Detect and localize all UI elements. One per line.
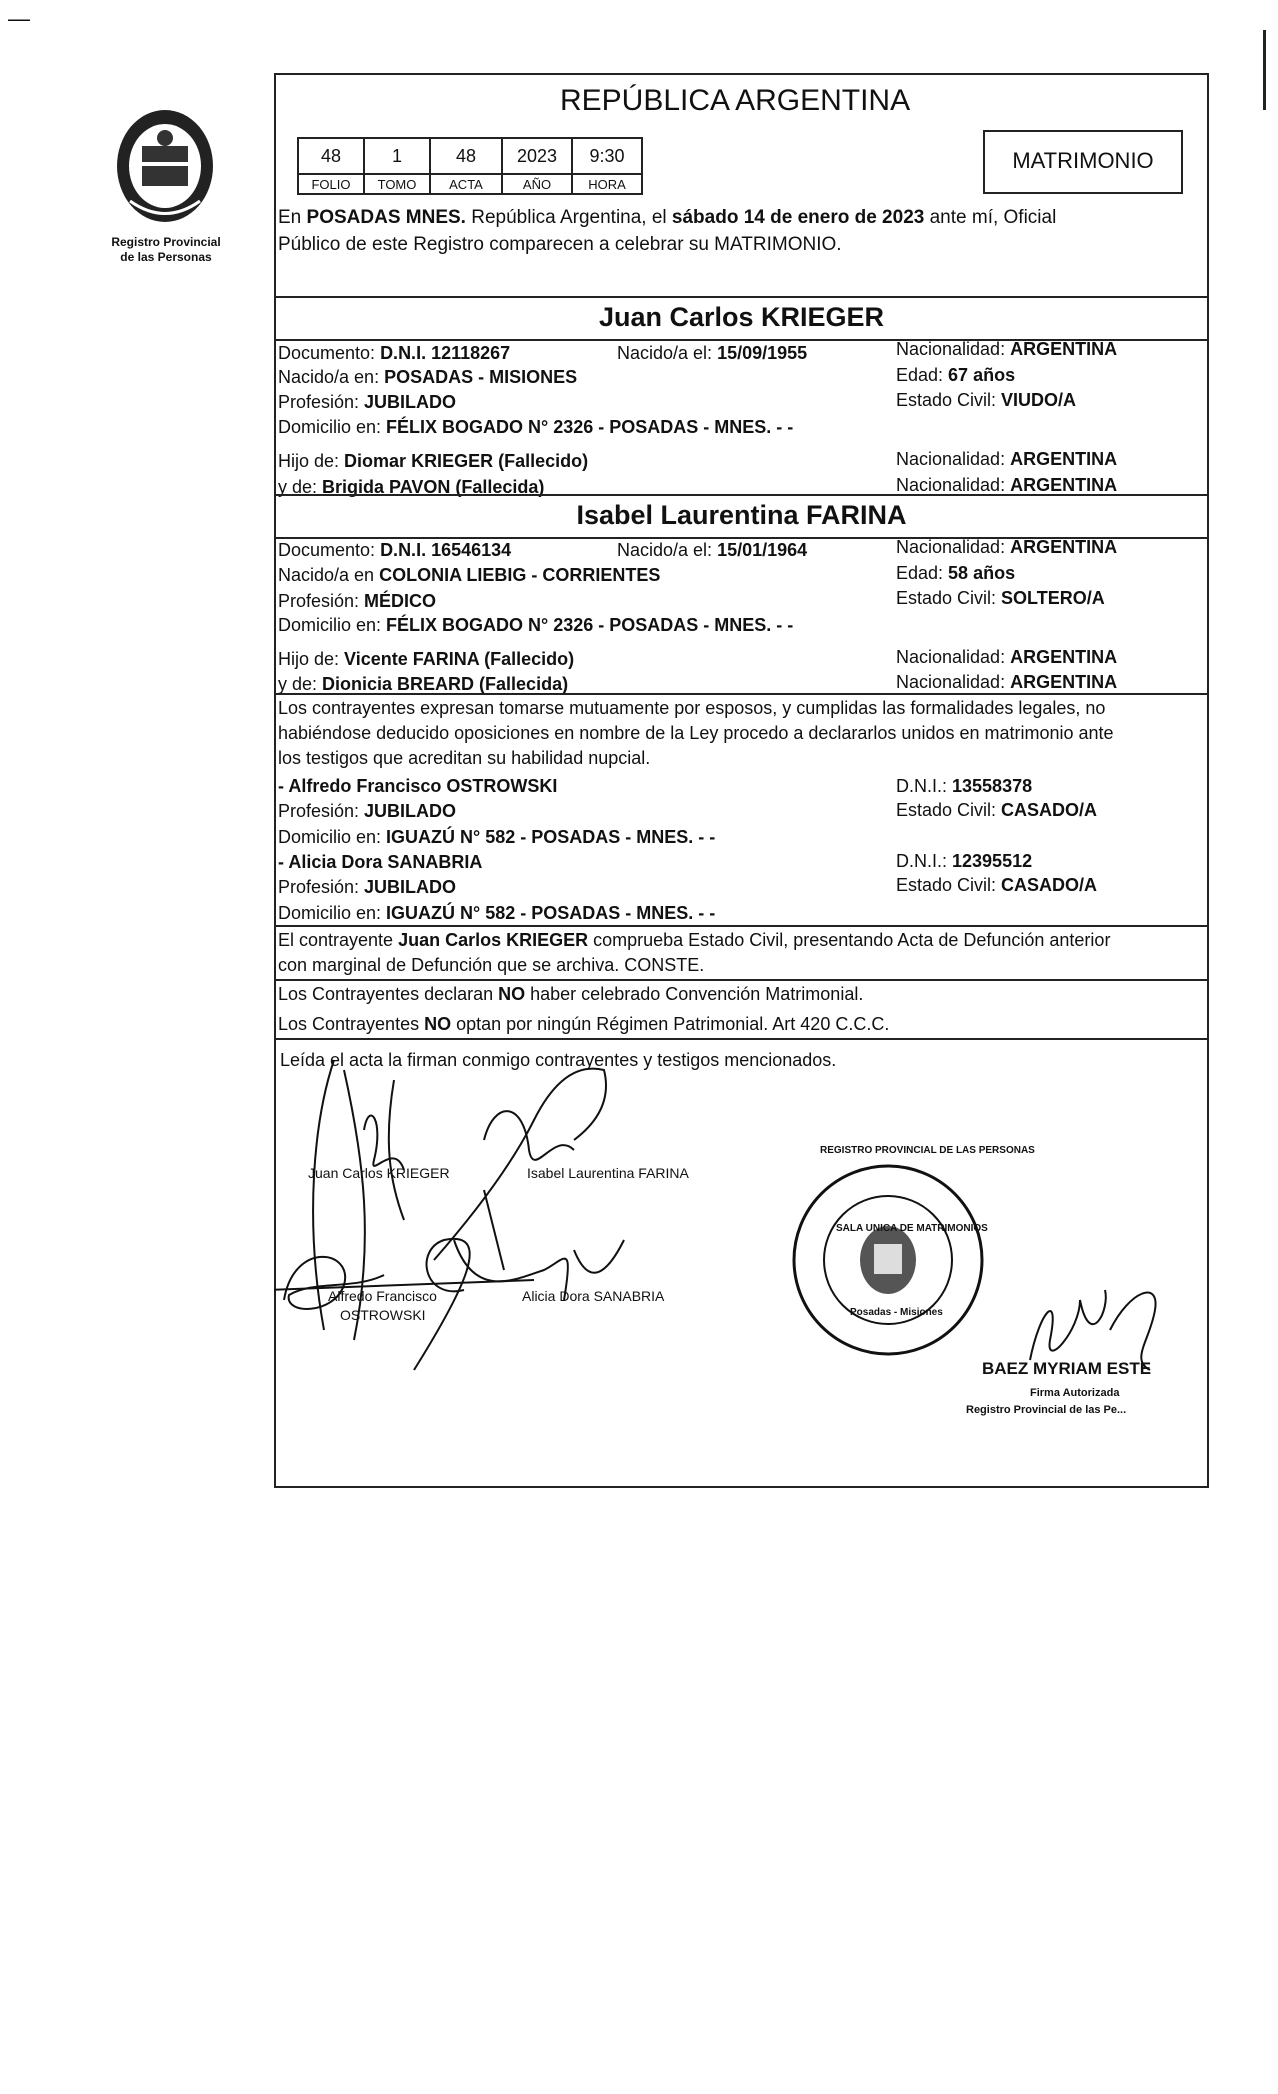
bride-birthplace: Nacido/a en COLONIA LIEBIG - CORRIENTES [278, 565, 661, 585]
bride-address: Domicilio en: FÉLIX BOGADO N° 2326 - POSADAS - MNES. - - [278, 615, 794, 635]
tomo-label: TOMO [363, 173, 431, 195]
groom-mother: y de: Brigida PAVON (Fallecida) [278, 477, 545, 497]
signature-groom: Juan Carlos KRIEGER [308, 1165, 450, 1181]
margin-mark [1263, 30, 1266, 110]
bride-document: Documento: D.N.I. 16546134 [278, 540, 512, 560]
groom-nationality: Nacionalidad: ARGENTINA [896, 339, 1118, 359]
acta-value: 48 [429, 137, 503, 175]
act-type-box: MATRIMONIO [983, 130, 1183, 194]
groom-address: Domicilio en: FÉLIX BOGADO N° 2326 - POSADAS - MNES. - - [278, 417, 794, 437]
note-line-2: con marginal de Defunción que se archiva. CONSTE. [278, 955, 705, 975]
divider [274, 296, 1209, 298]
witness-2-profession: Profesión: JUBILADO [278, 877, 457, 897]
bride-father-nationality: Nacionalidad: ARGENTINA [896, 647, 1118, 667]
seal-bottom-text: Posadas - Misiones [850, 1307, 943, 1318]
bride-nationality: Nacionalidad: ARGENTINA [896, 537, 1118, 557]
witness-2-civil-status: Estado Civil: CASADO/A [896, 875, 1098, 895]
bride-civil-status: Estado Civil: SOLTERO/A [896, 588, 1105, 608]
regime-line: Los Contrayentes NO optan por ningún Régimen Patrimonial. Art 420 C.C.C. [278, 1014, 890, 1034]
seal-inner-text: SALA UNICA DE MATRIMONIOS [836, 1223, 988, 1234]
intro-line-2: Público de este Registro comparecen a celebrar su MATRIMONIO. [278, 234, 842, 255]
folio-value: 48 [297, 137, 365, 175]
province-emblem-icon [110, 106, 220, 226]
tomo-value: 1 [363, 137, 431, 175]
bride-mother-nationality: Nacionalidad: ARGENTINA [896, 672, 1118, 692]
hora-label: HORA [571, 173, 643, 195]
bride-father: Hijo de: Vicente FARINA (Fallecido) [278, 649, 575, 669]
divider [274, 979, 1209, 981]
closing-line: Leída el acta la firman conmigo contrayentes y testigos mencionados. [280, 1050, 837, 1070]
corner-mark: — [8, 6, 30, 31]
groom-document: Documento: D.N.I. 12118267 [278, 343, 511, 363]
groom-civil-status: Estado Civil: VIUDO/A [896, 390, 1077, 410]
logo-caption-2: de las Personas [120, 250, 212, 264]
bride-age: Edad: 58 años [896, 563, 1016, 583]
province-logo [110, 106, 220, 226]
groom-profession: Profesión: JUBILADO [278, 392, 457, 412]
witness-2-address: Domicilio en: IGUAZÚ N° 582 - POSADAS - MNES. - - [278, 903, 716, 923]
groom-birthplace: Nacido/a en: POSADAS - MISIONES [278, 367, 578, 387]
official-name: BAEZ MYRIAM ESTE [982, 1359, 1152, 1378]
signature-bride: Isabel Laurentina FARINA [527, 1165, 689, 1181]
official-role: Firma Autorizada [1030, 1387, 1120, 1399]
hora-value: 9:30 [571, 137, 643, 175]
signature-witness-1-line-2: OSTROWSKI [340, 1307, 426, 1323]
intro-line-1: En POSADAS MNES. República Argentina, el sábado 14 de enero de 2023 ante mí, Oficial [278, 207, 1057, 228]
groom-father-nationality: Nacionalidad: ARGENTINA [896, 449, 1118, 469]
groom-mother-nationality: Nacionalidad: ARGENTINA [896, 475, 1118, 495]
official-office: Registro Provincial de las Pe... [966, 1404, 1127, 1416]
witness-1-civil-status: Estado Civil: CASADO/A [896, 800, 1098, 820]
witness-1-profession: Profesión: JUBILADO [278, 801, 457, 821]
divider [274, 494, 1209, 496]
bride-profession: Profesión: MÉDICO [278, 591, 437, 611]
witness-1-dni: D.N.I.: 13558378 [896, 776, 1033, 796]
witness-1-address: Domicilio en: IGUAZÚ N° 582 - POSADAS - MNES. - - [278, 827, 716, 847]
registry-seal-icon [788, 1160, 988, 1360]
signature-witness-2: Alicia Dora SANABRIA [522, 1288, 665, 1304]
declaration-line-1: Los contrayentes expresan tomarse mutuamente por esposos, y cumplidas las formalidades legales, no [278, 698, 1106, 718]
folio-label: FOLIO [297, 173, 365, 195]
witness-2-dni: D.N.I.: 12395512 [896, 851, 1033, 871]
divider [274, 925, 1209, 927]
bride-born-date: Nacido/a el: 15/01/1964 [617, 540, 808, 560]
groom-born-date: Nacido/a el: 15/09/1955 [617, 343, 808, 363]
declaration-line-2: habiéndose deducido oposiciones en nombre de la Ley procedo a declararlos unidos en matrimonio ante [278, 723, 1114, 743]
groom-age: Edad: 67 años [896, 365, 1016, 385]
groom-name: Juan Carlos KRIEGER [598, 302, 885, 332]
bride-mother: y de: Dionicia BREARD (Fallecida) [278, 674, 569, 694]
groom-father: Hijo de: Diomar KRIEGER (Fallecido) [278, 451, 589, 471]
bride-name: Isabel Laurentina FARINA [576, 500, 907, 530]
witness-1-name: - Alfredo Francisco OSTROWSKI [278, 776, 558, 796]
country-title: REPÚBLICA ARGENTINA [560, 84, 911, 117]
signature-witness-1-line-1: Alfredo Francisco [328, 1288, 437, 1304]
witness-2-name: - Alicia Dora SANABRIA [278, 852, 483, 872]
note-line-1: El contrayente Juan Carlos KRIEGER comprueba Estado Civil, presentando Acta de Defunción anterior [278, 930, 1111, 950]
declaration-line-3: los testigos que acreditan su habilidad nupcial. [278, 748, 651, 768]
logo-caption-1: Registro Provincial [111, 235, 221, 249]
acta-label: ACTA [429, 173, 503, 195]
anio-value: 2023 [501, 137, 573, 175]
anio-label: AÑO [501, 173, 573, 195]
divider [274, 693, 1209, 695]
seal-outer-text: REGISTRO PROVINCIAL DE LAS PERSONAS [820, 1145, 1035, 1156]
convention-line: Los Contrayentes declaran NO haber celebrado Convención Matrimonial. [278, 984, 864, 1004]
